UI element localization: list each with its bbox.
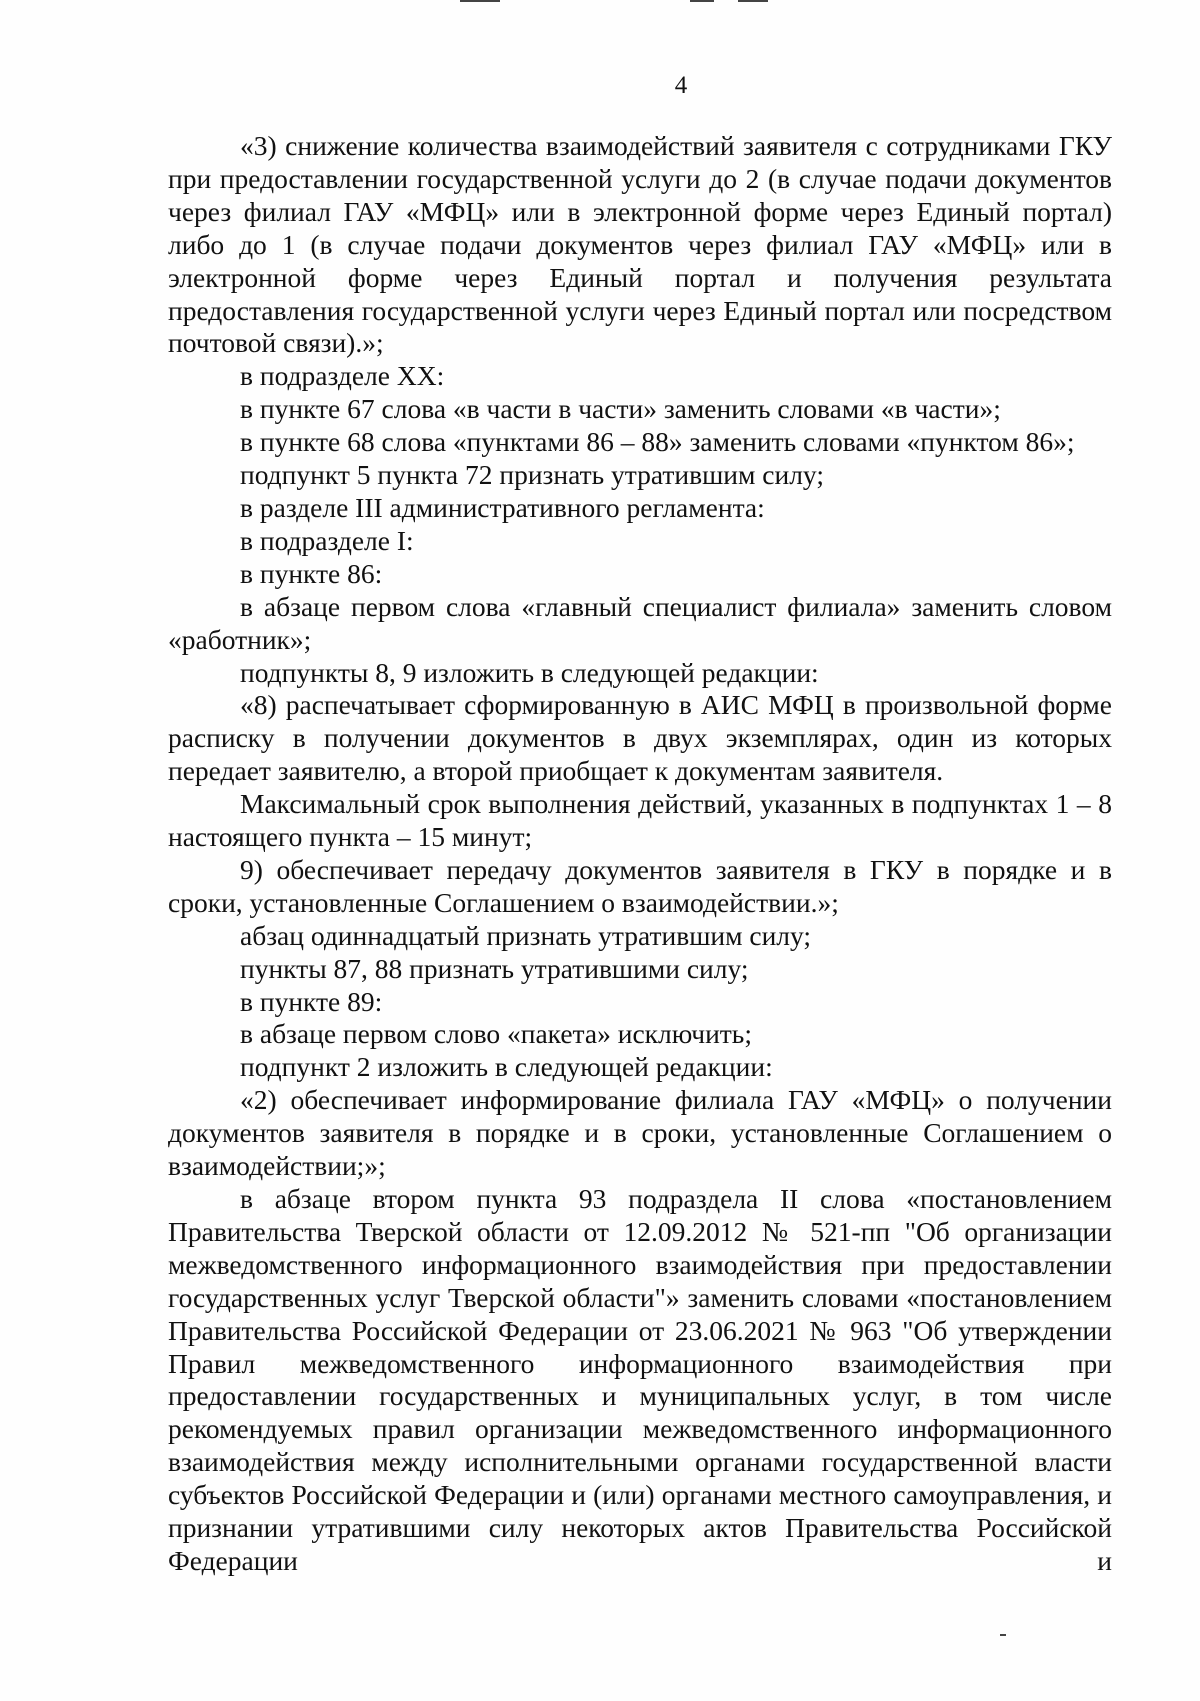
paragraph: в абзаце первом слово «пакета» исключить;: [240, 1018, 752, 1050]
paragraph: в подразделе XX:: [240, 360, 445, 392]
scan-mark-top-2: [690, 0, 714, 2]
paragraph: «8) распечатывает сформированную в АИС МФЦ в произвольной форме расписку в получении документов в двух экземплярах, один из которых передает заявителю, а второй приобщает к документам заявителя.: [168, 689, 1112, 787]
paragraph: в разделе III административного регламента:: [240, 491, 765, 523]
document-body: [168, 130, 1112, 1578]
paragraph: в пункте 89:: [240, 985, 383, 1017]
paragraph: 9) обеспечивает передачу документов заявителя в ГКУ в порядке и в сроки, установленные Соглашением о взаимодействии.»;: [168, 853, 1112, 918]
paragraph: подпункт 2 изложить в следующей редакции:: [240, 1051, 773, 1083]
paragraph: в пункте 68 слова «пунктами 86 – 88» заменить словами «пунктом 86»;: [240, 426, 1075, 458]
paragraph: абзац одиннадцатый признать утратившим силу;: [240, 919, 812, 951]
paragraph: Максимальный срок выполнения действий, указанных в подпунктах 1 – 8 настоящего пункта – 15 минут;: [168, 788, 1112, 853]
paragraph: «3) снижение количества взаимодействий заявителя с сотрудниками ГКУ при предоставлении государственной услуги до 2 (в случае подачи документов через филиал ГАУ «МФЦ» или в электронной форме через Единый портал) либо до 1 (в случае подачи документов через филиал ГАУ «МФЦ» или в электронной форме через Единый портал и получения результата предоставления государственной услуги через Единый портал или посредством почтовой связи).»;: [168, 130, 1112, 359]
paragraph: пункты 87, 88 признать утратившими силу;: [240, 952, 749, 984]
paragraph: в абзаце первом слова «главный специалист филиала» заменить словом «работник»;: [168, 590, 1112, 655]
scan-mark-top-3: [738, 0, 768, 2]
page-number: 4: [674, 72, 688, 99]
paragraph: в абзаце втором пункта 93 подраздела II слова «постановлением Правительства Тверской области от 12.09.2012 № 521-пп "Об организации межведомственного информационного взаимодействия при предоставлении государственных услуг Тверской области"» заменить словами «постановлением Правительства Российской Федерации от 23.06.2021 № 963 "Об утверждении Правил межведомственного информационного взаимодействия при предоставлении государственных и муниципальных услуг, в том числе рекомендуемых правил организации межведомственного информационного взаимодействия между исполнительными органами государственной власти субъектов Российской Федерации и (или) органами местного самоуправления, и признании утратившими силу некоторых актов Правительства Российской Федерации и: [168, 1183, 1112, 1576]
paragraph: в пункте 86:: [240, 557, 383, 589]
scan-mark-top-1: [460, 0, 500, 2]
paragraph: подпункты 8, 9 изложить в следующей редакции:: [240, 656, 819, 688]
paragraph: в подразделе I:: [240, 524, 414, 556]
scan-mark-bottom-right: [1000, 1634, 1006, 1636]
paragraph: подпункт 5 пункта 72 признать утратившим силу;: [240, 459, 824, 491]
paragraph: «2) обеспечивает информирование филиала ГАУ «МФЦ» о получении документов заявителя в порядке и в сроки, установленные Соглашением о взаимодействии;»;: [168, 1084, 1112, 1182]
paragraph: в пункте 67 слова «в части в части» заменить словами «в части»;: [240, 393, 1001, 425]
